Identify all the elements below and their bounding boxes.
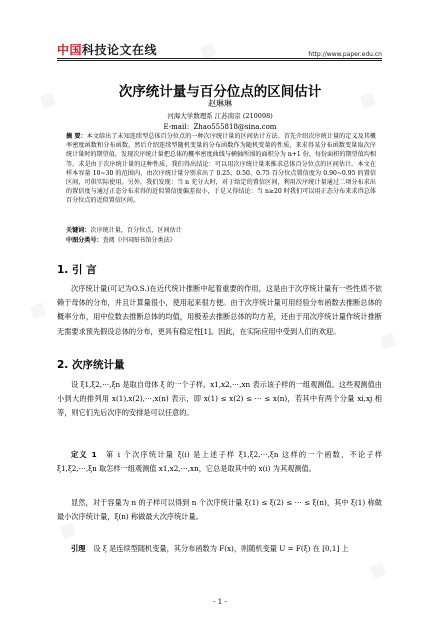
lemma-text: 设 ξ 是连续型随机变量，其分布函数为 F(x)，则随机变量 U = F(ξ) 在 [0,1] 上 <box>93 544 349 553</box>
watermark-mark: ▦ <box>57 517 78 542</box>
lemma-label: 引理 <box>71 544 86 553</box>
watermark-mark: ▦ <box>357 87 378 112</box>
definition-text: 第 i 个次序统计量 ξ(i) 是上述子样 ξ1,ξ2,⋯,ξn 这样的一个函数，不论子样 ξ1,ξ2,⋯,ξn 取怎样一组观测值 x1,x2,⋯,xn，它总是取其中的 x(i) 为其观测值。 <box>57 450 382 474</box>
header-rule-bottom <box>57 60 382 61</box>
journal-logo <box>57 41 157 58</box>
section-1-heading: 1. 引 言 <box>57 264 97 276</box>
paper-author: 赵琳琳 <box>208 99 232 108</box>
watermark-mark: ▦ <box>367 557 388 582</box>
section-2-paragraph-2: 显然，对于容量为 n 的子样可以得到 n 个次序统计量 ξ(1) ≤ ξ(2) ≤ ⋯ ≤ ξ(n)，其中 ξ(1) 称做最小次序统计量，ξ(n) 称做最大次序统计量。 <box>57 498 382 522</box>
paper-title: 次序统计量与百分位点的区间估计 <box>118 84 322 100</box>
section-2-paragraph-1: 设 ξ1,ξ2,⋯,ξn 是取自母体 ξ 的一个子样，x1,x2,⋯,xn 表示该子样的一组观测值。这些观测值由小到大的排列用 x(1),x(2),⋯,x(n) 表示，即 x(1) ≤ x(2) ≤ ⋯ ≤ x(n)，若其中有两个分量 xi,xj 相等，则它们先后次序的安排是可以任意的。 <box>57 380 382 418</box>
classification-label: 中图分类号： <box>66 237 103 244</box>
logo-dark-part: 科技论文在线 <box>82 43 158 57</box>
page-number: - 1 - <box>213 598 227 606</box>
classification <box>66 235 176 244</box>
keywords <box>66 225 182 234</box>
section-2-heading: 2. 次序统计量 <box>57 359 125 371</box>
section-1-paragraph: 次序统计量(可记为O.S.)在近代统计推断中起着重要的作用，这是由于次序统计量有一些性质不依赖于母体的分布，并且计算量很小，使用起来很方便。由于次序统计量可用经验分布函数去推断总体的概率分布，用中位数去推断总体的均值，用极差去推断总体的均方差，还由于用次序统计量作统计推断无需要求预先假设总体的分布，更具有稳定性[1]。因此，在实际应用中受到人们的欢迎。 <box>57 284 382 336</box>
definition-label: 定义 1 <box>71 450 97 459</box>
abstract-text: 本文给出了未知连续型总体百分位点的一种次序统计量的区间估计方法。首先介绍次序统计量的定义及其概率密度函数和分布函数，然后介绍连续型随机变量的分布函数作为随机变量的性质，来求得某分布函数变量取次序统计量时的期望值，发现次序统计量把总体的概率密度曲线与横轴所围的面积分为 n+1 份，每份面积的期望值均相等。求是由于次序统计量的这种性质，我们得出结论：可以用次序统计量来推求总体百分位点的区间估计。本文在样本容量 10~30 的范围内，由次序统计量分别求出了 0.25、0.50、0.75 百分位点置信度为 0.90~0.95 的置信区间，可供实际使用。另外，我们发现：当 n 充分大时，对于给定的置信区间，利用次序统计量通过二项分布求出的置信度与通过正态分布求得的近似置信度偏差很小，于是又得结论：当 n≥20 时我们可以用正态分布来求得总体百分位点的近似置信区间。 <box>66 133 377 205</box>
watermark-mark: ▦ <box>377 327 398 352</box>
paper-affiliation: 河海大学数理系 江苏南京 (210098) <box>167 112 273 120</box>
site-url[interactable]: http://www.paper.edu.cn <box>308 51 382 58</box>
abstract <box>66 132 376 206</box>
page-header <box>0 0 440 60</box>
watermark-mark: ▦ <box>27 297 48 322</box>
definition-1 <box>57 448 382 476</box>
watermark-mark: ▦ <box>37 87 58 112</box>
header-rule-top <box>57 58 382 59</box>
keywords-label: 关键词： <box>66 227 91 234</box>
classification-text: 查阅《中国图书馆分类法》 <box>102 237 176 244</box>
paper-email[interactable]: E-mail：Zhao555818@sina.com <box>163 123 277 131</box>
lemma <box>57 542 382 556</box>
watermark-mark: ▦ <box>197 37 218 62</box>
logo-red-part: 中国 <box>57 43 83 57</box>
keywords-text: 次序统计量，百分位点，区间估计 <box>90 227 182 234</box>
abstract-label: 摘 要： <box>66 133 87 140</box>
